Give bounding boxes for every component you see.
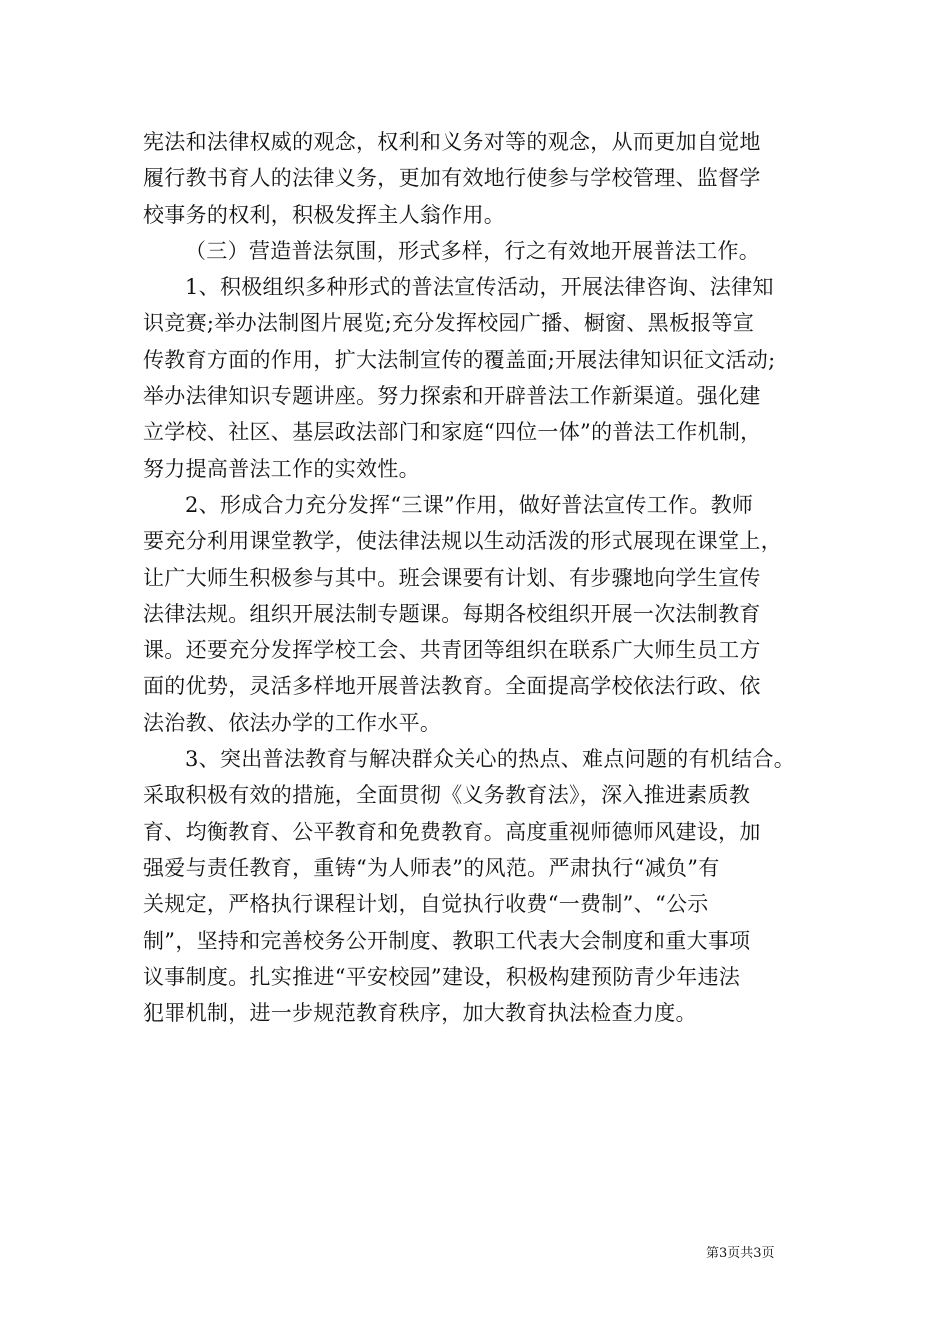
text-line: 履行教书育人的法律义务，更加有效地行使参与学校管理、监督学 xyxy=(143,166,761,191)
text-line: 法律法规。组织开展法制专题课。每期各校组织开展一次法制教育 xyxy=(143,601,761,626)
text-line: 采取积极有效的措施，全面贯彻《义务教育法》，深入推进素质教 xyxy=(143,783,751,808)
text-line: 3、突出普法教育与解决群众关心的热点、难点问题的有机结合。 xyxy=(185,747,796,772)
text-line: 要充分利用课堂教学，使法律法规以生动活泼的形式展现在课堂上， xyxy=(143,529,782,554)
text-line: 校事务的权利，积极发挥主人翁作用。 xyxy=(143,202,506,227)
text-line: 识竞赛;举办法制图片展览;充分发挥校园广播、橱窗、黑板报等宣 xyxy=(143,311,755,336)
text-line: 努力提高普法工作的实效性。 xyxy=(143,456,420,481)
text-line: 1、积极组织多种形式的普法宣传活动，开展法律咨询、法律知 xyxy=(185,275,774,300)
section-heading: （三）营造普法氛围，形式多样，行之有效地开展普法工作。 xyxy=(185,238,761,263)
text-line: 举办法律知识专题讲座。努力探索和开辟普法工作新渠道。强化建 xyxy=(143,384,761,409)
text-line: 关规定，严格执行课程计划，自觉执行收费“一费制”、“公示 xyxy=(143,892,709,917)
text-line: 宪法和法律权威的观念，权利和义务对等的观念，从而更加自觉地 xyxy=(143,130,761,154)
text-line: 让广大师生积极参与其中。班会课要有计划、有步骤地向学生宣传 xyxy=(143,565,761,590)
text-line: 传教育方面的作用，扩大法制宣传的覆盖面;开展法律知识征文活动; xyxy=(143,347,776,372)
text-line: 课。还要充分发挥学校工会、共青团等组织在联系广大师生员工方 xyxy=(143,638,761,663)
text-line: 犯罪机制，进一步规范教育秩序，加大教育执法检查力度。 xyxy=(143,1001,697,1026)
text-line: 法治教、依法办学的工作水平。 xyxy=(143,710,442,735)
text-line: 制”，坚持和完善校务公开制度、教职工代表大会制度和重大事项 xyxy=(143,928,751,953)
text-line: 议事制度。扎实推进“平安校园”建设，积极构建预防青少年违法 xyxy=(143,964,741,989)
document-body xyxy=(143,124,811,1031)
text-line: 育、均衡教育、公平教育和免费教育。高度重视师德师风建设，加 xyxy=(143,819,761,844)
text-line: 2、形成合力充分发挥“三课”作用，做好普法宣传工作。教师 xyxy=(185,492,754,517)
page-number: 第3页共3页 xyxy=(706,1246,775,1261)
text-line: 强爱与责任教育，重铸“为人师表”的风范。严肃执行“减负”有 xyxy=(143,855,720,880)
text-line: 立学校、社区、基层政法部门和家庭“四位一体”的普法工作机制， xyxy=(143,420,762,445)
text-line: 面的优势，灵活多样地开展普法教育。全面提高学校依法行政、依 xyxy=(143,674,761,699)
